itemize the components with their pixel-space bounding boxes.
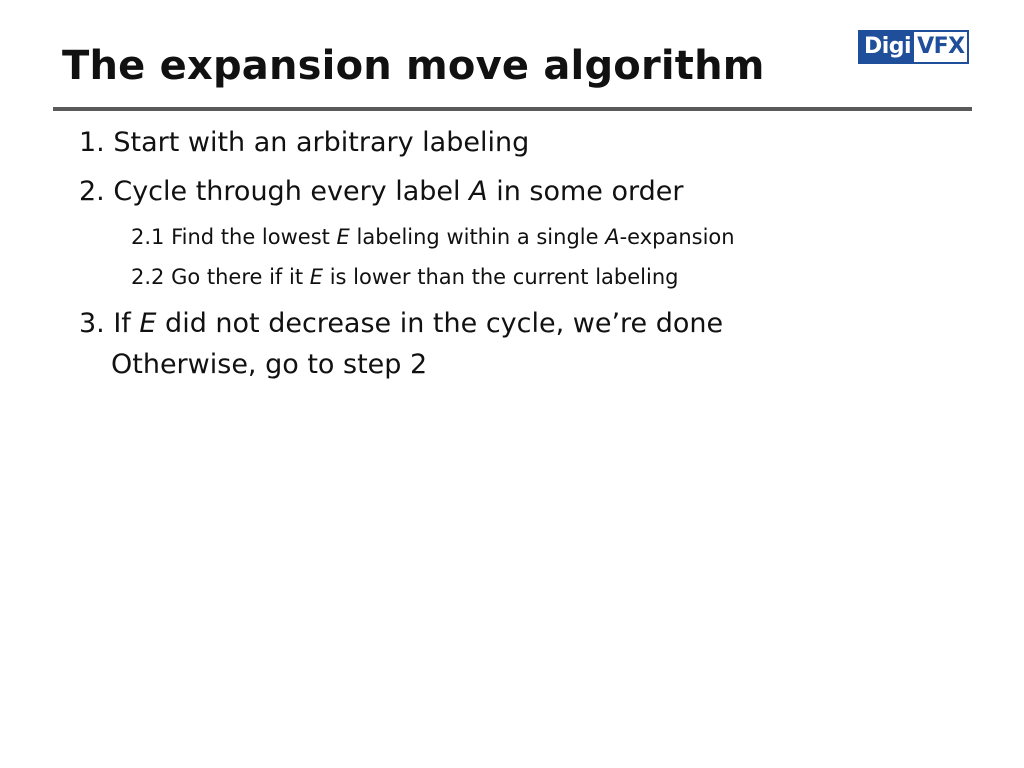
step-3-continuation-text: Otherwise, go to step 2	[111, 349, 428, 380]
step-2-1-var-e: E	[336, 225, 350, 249]
step-3-post: did not decrease in the cycle, we’re done	[156, 308, 724, 339]
step-2-2-pre: 2.2 Go there if it	[131, 265, 310, 289]
step-3-pre: 3. If	[79, 308, 140, 339]
step-3-var-e: E	[139, 308, 157, 339]
step-2-1-var-a: A	[605, 225, 620, 249]
logo-vfx-text: VFX	[917, 34, 965, 59]
step-2-pre: 2. Cycle through every label	[79, 176, 470, 207]
step-2-1-mid: labeling within a single	[349, 225, 606, 249]
step-2-post: in some order	[487, 176, 684, 207]
title-divider	[53, 107, 972, 111]
step-2-1-pre: 2.1 Find the lowest	[131, 225, 337, 249]
step-2-1-post: -expansion	[619, 225, 735, 249]
step-2-2	[131, 263, 678, 291]
step-2-1	[131, 223, 735, 251]
step-3	[79, 307, 723, 341]
step-2-2-post: is lower than the current labeling	[323, 265, 679, 289]
step-3-continuation	[111, 348, 427, 382]
step-2	[79, 175, 683, 209]
step-1-text: 1. Start with an arbitrary labeling	[79, 127, 530, 158]
step-2-2-var-e: E	[309, 265, 324, 289]
logo-digi-text: Digi	[860, 32, 914, 62]
step-1	[79, 126, 529, 160]
step-2-var-a: A	[469, 176, 488, 207]
digivfx-logo	[858, 30, 969, 64]
slide-title: The expansion move algorithm	[62, 43, 765, 89]
